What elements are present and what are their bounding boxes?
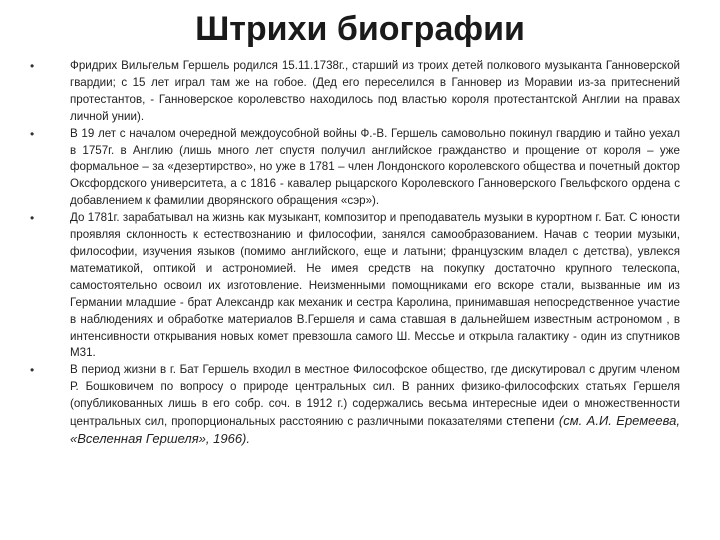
bullet-item	[30, 362, 680, 449]
bullet-text-tail: степени	[506, 413, 559, 429]
bullet-item	[30, 126, 680, 211]
bullet-icon: •	[30, 211, 35, 226]
bullet-item	[30, 58, 680, 126]
slide-title: Штрихи биографии	[195, 10, 525, 48]
bullet-icon: •	[30, 126, 35, 141]
bullet-icon: •	[30, 363, 35, 378]
citation: (см. А.И. Еремеева, «Вселенная Гершеля», 1966).	[70, 413, 680, 446]
bullet-list	[30, 58, 680, 449]
bullet-text: Фридрих Вильгельм Гершель родился 15.11.1738г., старший из троих детей полкового музыканта Ганноверской гвардии; с 15 лет играл там же на гобое. (Дед его переселился в Ганновер из Моравии из-за притеснений протестантов, - Ганноверское королевство находилось под властью короля протестантской Англии на правах личной унии).	[70, 59, 680, 123]
bullet-text: До 1781г. зарабатывал на жизнь как музыкант, композитор и преподаватель музыки в курортном г. Бат. С юности проявляя склонность к естествознанию и философии, занялся самообразованием. Начав с теории музыки, философии, изучения языков (помимо английского, еще и латыни; французским владел с детства), увлекся математикой, оптикой и астрономией. Не имея средств на покупку достаточно крупного телескопа, самостоятельно освоил их изготовление. Неизменными помощниками его вскоре стали, вызванные им из Германии младшие - брат Александр как механик и сестра Каролина, принимавшая непосредственное участие в наблюдениях и обработке материалов В.Гершеля и сама ставшая в дальнейшем известным астрономом , в интенсивности открывания новых комет превзошла самого Ш. Мессье и открыла галактику - один из спутников М31.	[70, 211, 680, 360]
bullet-item	[30, 210, 680, 362]
bullet-icon: •	[30, 59, 35, 73]
bullet-text: В 19 лет с началом очередной междоусобной войны Ф.-В. Гершель самовольно покинул гвардию и тайно уехал в 1757г. в Англию (лишь много лет спустя получил английское гражданство и прощение от короля – уже формальное – за «дезертирство», но уже в 1781 – член Лондонского королевского общества и почетный доктор Оксфордского университета, а с 1816 - кавалер рыцарского Королевского Ганноверского Гвельфского ордена с добавлением к фамилии дворянского обращения «сэр»).	[70, 126, 680, 208]
bullet-text: В период жизни в г. Бат Гершель входил в местное Философское общество, где дискутировал с другим членом Р. Бошковичем по вопросу о природе центральных сил. В ранних физико-философских статьях Гершеля (опубликованных лишь в его собр. соч. в 1912 г.) содержались весьма интересные идеи о множественности центральных сил, пропорциональных расстоянию с различными показателями	[70, 363, 680, 429]
